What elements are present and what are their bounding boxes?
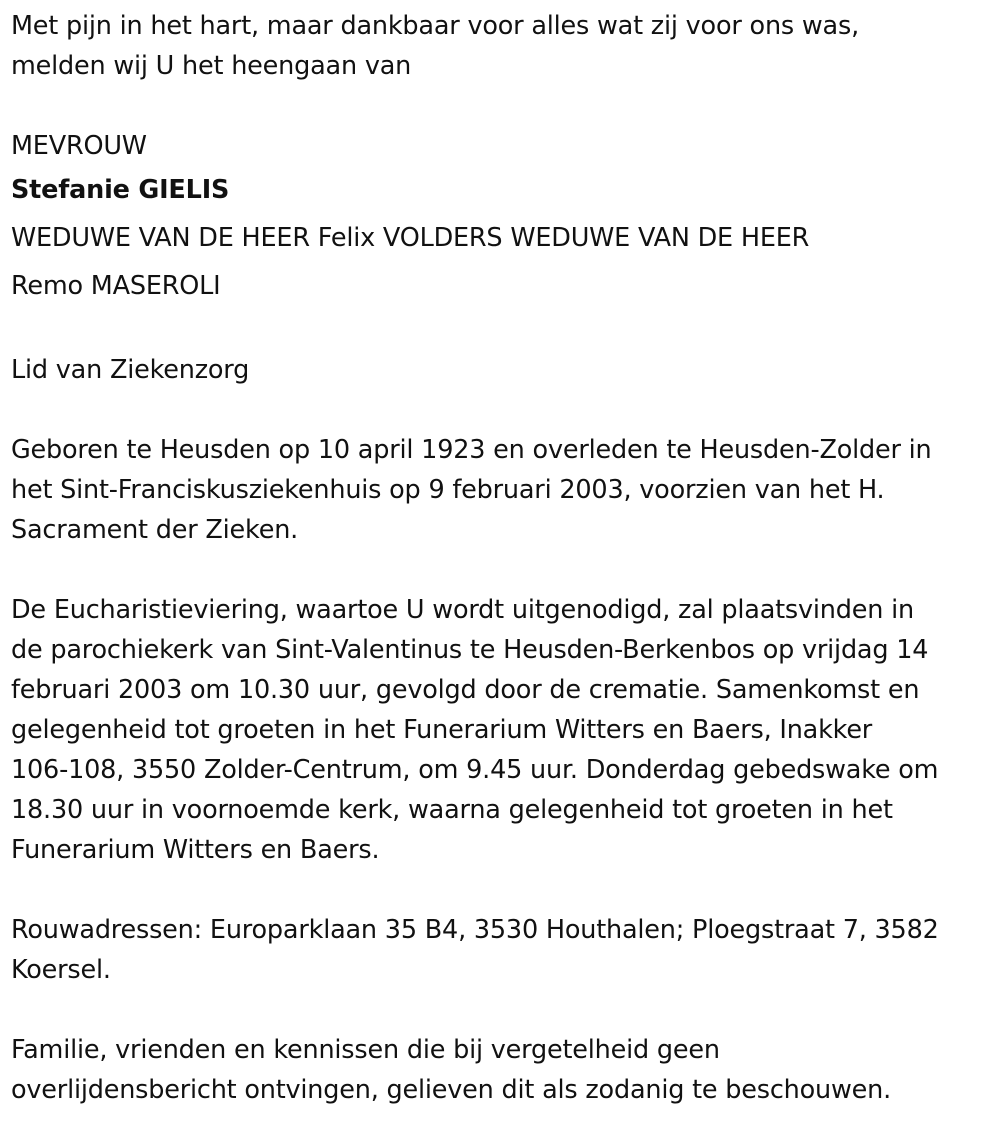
birth-death-text: Geboren te Heusden op 10 april 1923 en overleden te Heusden-Zolder in het Sint-Franciskusziekenhuis op 9 februari 2003, voorzien van het H. Sacrament der Zieken. xyxy=(11,435,932,545)
ceremony-text: De Eucharistieviering, waartoe U wordt uitgenodigd, zal plaatsvinden in de parochiekerk van Sint-Valentinus te Heusden-Berkenbos op vrijdag 14 februari 2003 om 10.30 uur, gevolgd door de crematie. Samenkomst en gelegenheid tot groeten in het Funerarium Witters en Baers, Inakker 106-108, 3550 Zolder-Centrum, om 9.45 uur. Donderdag gebedswake om 18.30 uur in voornoemde kerk, waarna gelegenheid tot groeten in het Funerarium Witters en Baers. xyxy=(11,595,939,865)
spacer xyxy=(11,310,992,350)
intro-text: Met pijn in het hart, maar dankbaar voor alles wat zij voor ons was, melden wij U het heengaan van xyxy=(11,11,859,81)
spacer xyxy=(11,390,992,430)
spacer xyxy=(11,990,992,1030)
spacer xyxy=(11,86,992,126)
membership-text: Lid van Ziekenzorg xyxy=(11,355,250,385)
addresses-text: Rouwadressen: Europarklaan 35 B4, 3530 Houthalen; Ploegstraat 7, 3582 Koersel. xyxy=(11,915,939,985)
title-label: MEVROUW xyxy=(11,131,147,161)
deceased-name: Stefanie GIELIS xyxy=(11,175,230,205)
spacer xyxy=(11,870,992,910)
closing-text: Familie, vrienden en kennissen die bij vergetelheid geen overlijdensbericht ontvingen, gelieven dit als zodanig te beschouwen. xyxy=(11,1035,892,1105)
spacer xyxy=(11,550,992,590)
widow-line-2: Remo MASEROLI xyxy=(11,271,221,301)
widow-line-1: WEDUWE VAN DE HEER Felix VOLDERS WEDUWE VAN DE HEER xyxy=(11,223,810,253)
